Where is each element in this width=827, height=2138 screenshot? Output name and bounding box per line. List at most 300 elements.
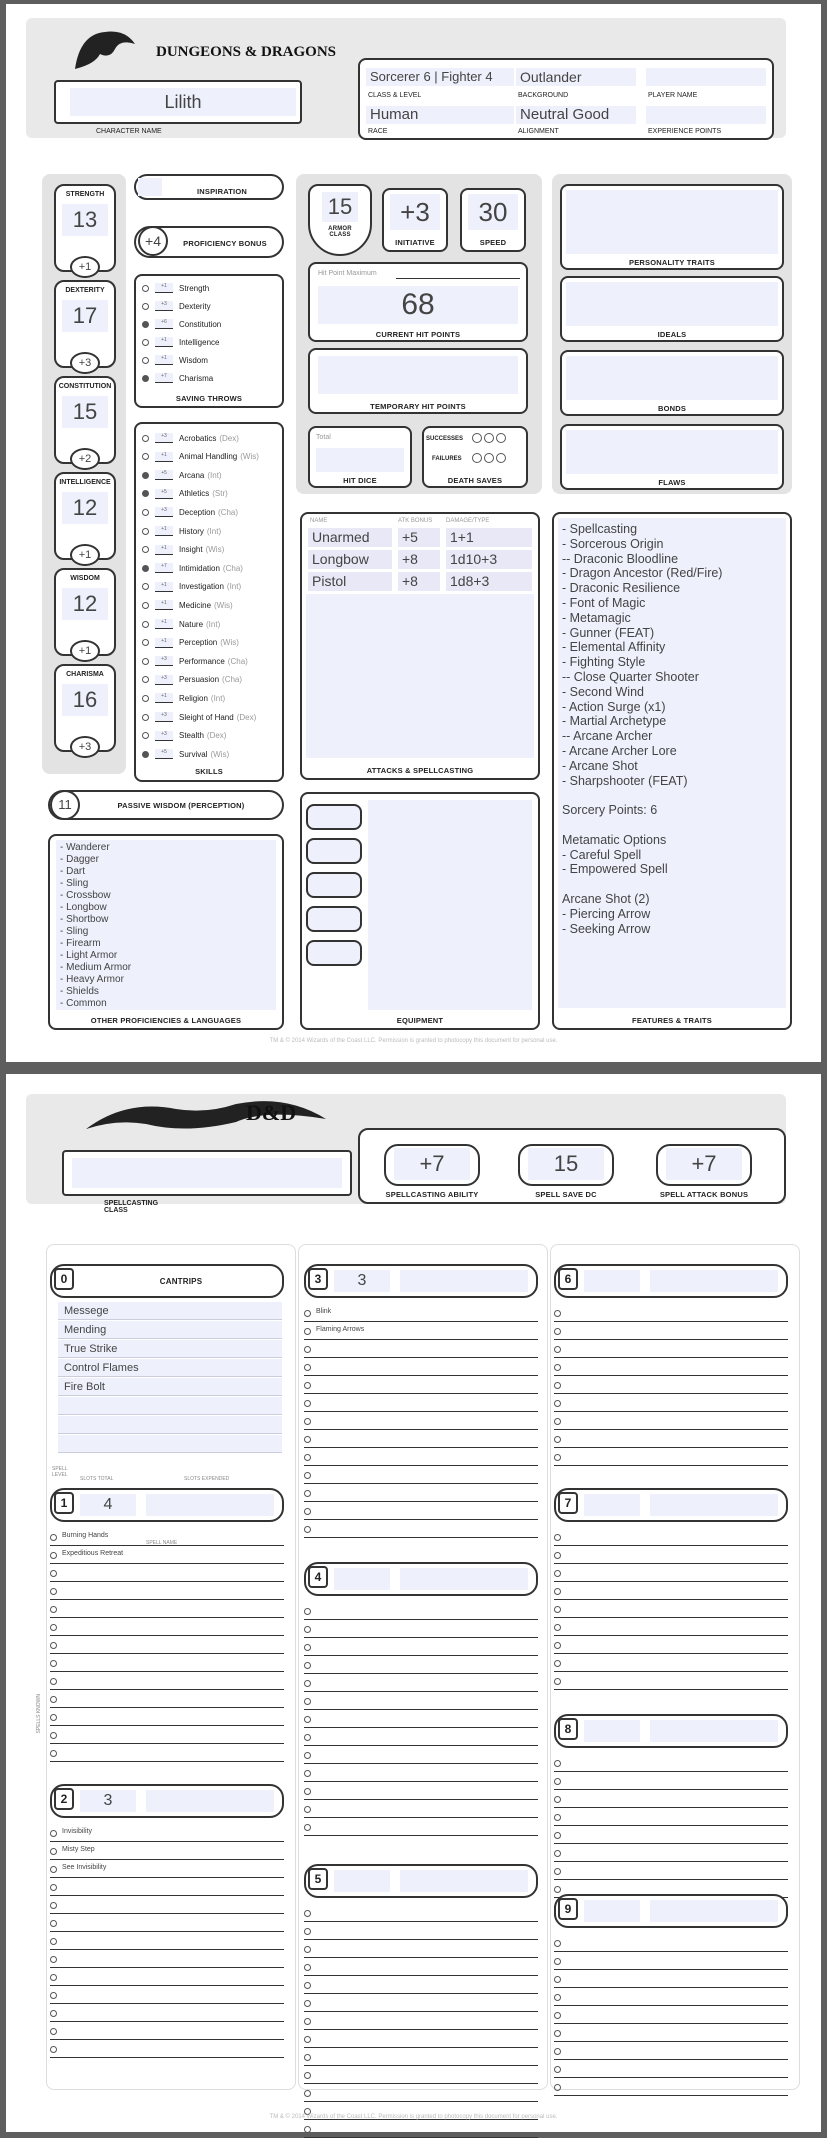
saving-throw-row[interactable] bbox=[142, 316, 221, 332]
prepared-checkbox[interactable] bbox=[50, 1588, 57, 1595]
prepared-checkbox[interactable] bbox=[50, 1624, 57, 1631]
skill-row[interactable] bbox=[142, 486, 228, 502]
prepared-checkbox[interactable] bbox=[50, 1992, 57, 1999]
proficiency-dot[interactable] bbox=[142, 453, 149, 460]
prepared-checkbox[interactable] bbox=[304, 2054, 311, 2061]
prepared-checkbox[interactable] bbox=[304, 1982, 311, 1989]
attack-name-field[interactable]: Longbow bbox=[308, 550, 392, 569]
prepared-checkbox[interactable] bbox=[50, 1678, 57, 1685]
saving-throw-bonus[interactable]: +1 bbox=[155, 283, 173, 293]
prepared-checkbox[interactable] bbox=[304, 1454, 311, 1461]
ability-score[interactable]: 17 bbox=[62, 300, 108, 332]
slots-expended-field[interactable] bbox=[650, 1494, 778, 1516]
prepared-checkbox[interactable] bbox=[304, 1436, 311, 1443]
ability-modifier[interactable]: +2 bbox=[70, 448, 100, 470]
saving-throw-row[interactable] bbox=[142, 334, 219, 350]
skill-row[interactable] bbox=[142, 746, 229, 762]
prepared-checkbox[interactable] bbox=[554, 1606, 561, 1613]
prepared-checkbox[interactable] bbox=[304, 1964, 311, 1971]
proficiency-dot[interactable] bbox=[142, 639, 149, 646]
spell-line[interactable] bbox=[304, 1620, 538, 1638]
spell-line[interactable] bbox=[554, 2078, 788, 2096]
prepared-checkbox[interactable] bbox=[554, 1796, 561, 1803]
attack-damage-field[interactable]: 1+1 bbox=[446, 528, 532, 547]
spell-line[interactable] bbox=[304, 1394, 538, 1412]
prepared-checkbox[interactable] bbox=[50, 2046, 57, 2053]
coin-field[interactable] bbox=[306, 940, 362, 966]
prepared-checkbox[interactable] bbox=[50, 1830, 57, 1837]
skill-row[interactable] bbox=[142, 504, 238, 520]
prepared-checkbox[interactable] bbox=[304, 1508, 311, 1515]
prepared-checkbox[interactable] bbox=[304, 1418, 311, 1425]
spell-line[interactable] bbox=[304, 1430, 538, 1448]
features-field[interactable] bbox=[558, 518, 786, 1008]
prepared-checkbox[interactable] bbox=[50, 1660, 57, 1667]
initiative-value[interactable]: +3 bbox=[390, 194, 440, 230]
spell-attack-value[interactable]: +7 bbox=[666, 1148, 742, 1180]
ability-score[interactable]: 15 bbox=[62, 396, 108, 428]
prepared-checkbox[interactable] bbox=[304, 1806, 311, 1813]
attack-bonus-field[interactable]: +8 bbox=[398, 572, 440, 591]
spell-line[interactable] bbox=[50, 1654, 284, 1672]
spell-line[interactable] bbox=[50, 1932, 284, 1950]
skill-bonus[interactable]: +1 bbox=[155, 619, 173, 629]
spell-line[interactable] bbox=[304, 1448, 538, 1466]
prepared-checkbox[interactable] bbox=[554, 1958, 561, 1965]
spell-line[interactable] bbox=[554, 2060, 788, 2078]
spell-line[interactable] bbox=[554, 1322, 788, 1340]
cantrip-item[interactable]: Fire Bolt bbox=[58, 1378, 282, 1396]
prepared-checkbox[interactable] bbox=[304, 1490, 311, 1497]
spell-line[interactable] bbox=[554, 1754, 788, 1772]
attack-name-field[interactable]: Unarmed bbox=[308, 528, 392, 547]
spell-line[interactable] bbox=[50, 1986, 284, 2004]
ability-modifier[interactable]: +1 bbox=[70, 640, 100, 662]
spell-line[interactable] bbox=[304, 1764, 538, 1782]
skill-row[interactable] bbox=[142, 709, 256, 725]
proficiency-dot[interactable] bbox=[142, 751, 149, 758]
proficiency-dot[interactable] bbox=[142, 509, 149, 516]
spell-line[interactable] bbox=[554, 1528, 788, 1546]
spell-line[interactable] bbox=[50, 1950, 284, 1968]
proficiency-dot[interactable] bbox=[142, 676, 149, 683]
prepared-checkbox[interactable] bbox=[304, 1328, 311, 1335]
spell-line[interactable] bbox=[50, 1528, 284, 1546]
prepared-checkbox[interactable] bbox=[554, 1310, 561, 1317]
skill-bonus[interactable]: +3 bbox=[155, 433, 173, 443]
cantrip-empty[interactable] bbox=[58, 1435, 282, 1453]
spell-line[interactable] bbox=[304, 1674, 538, 1692]
ideals-field[interactable] bbox=[566, 282, 778, 326]
saving-throw-row[interactable] bbox=[142, 298, 211, 314]
skill-row[interactable] bbox=[142, 542, 224, 558]
spell-line[interactable] bbox=[554, 1808, 788, 1826]
spell-ability-value[interactable]: +7 bbox=[394, 1148, 470, 1180]
spell-line[interactable] bbox=[554, 1618, 788, 1636]
skill-row[interactable] bbox=[142, 597, 233, 613]
prepared-checkbox[interactable] bbox=[304, 1662, 311, 1669]
inspiration-field[interactable] bbox=[138, 178, 162, 196]
slots-expended-field[interactable] bbox=[400, 1270, 528, 1292]
temp-hp-field[interactable] bbox=[318, 356, 518, 394]
prepared-checkbox[interactable] bbox=[304, 1698, 311, 1705]
spell-line[interactable] bbox=[304, 2066, 538, 2084]
spell-line[interactable] bbox=[554, 1772, 788, 1790]
spell-line[interactable] bbox=[50, 1546, 284, 1564]
prepared-checkbox[interactable] bbox=[554, 1534, 561, 1541]
class-level-field[interactable]: Sorcerer 6 | Fighter 4 bbox=[366, 68, 514, 86]
spell-line[interactable] bbox=[554, 2024, 788, 2042]
prepared-checkbox[interactable] bbox=[304, 1644, 311, 1651]
spell-line[interactable] bbox=[554, 1564, 788, 1582]
skill-bonus[interactable]: +1 bbox=[155, 582, 173, 592]
spell-class-field[interactable] bbox=[72, 1158, 342, 1188]
prepared-checkbox[interactable] bbox=[554, 1660, 561, 1667]
skill-row[interactable] bbox=[142, 523, 221, 539]
skill-bonus[interactable]: +1 bbox=[155, 526, 173, 536]
spell-line[interactable] bbox=[304, 2120, 538, 2138]
spell-line[interactable] bbox=[304, 1692, 538, 1710]
prepared-checkbox[interactable] bbox=[554, 1976, 561, 1983]
spell-line[interactable] bbox=[554, 1790, 788, 1808]
spell-line[interactable] bbox=[304, 1466, 538, 1484]
spell-line[interactable] bbox=[554, 1672, 788, 1690]
spell-line[interactable] bbox=[304, 1746, 538, 1764]
spell-line[interactable] bbox=[50, 1672, 284, 1690]
skill-bonus[interactable]: +1 bbox=[155, 600, 173, 610]
skill-bonus[interactable]: +3 bbox=[155, 675, 173, 685]
spell-line[interactable] bbox=[304, 1994, 538, 2012]
prepared-checkbox[interactable] bbox=[304, 1716, 311, 1723]
spell-line[interactable] bbox=[554, 1340, 788, 1358]
proficiency-value[interactable]: +4 bbox=[138, 226, 168, 256]
prepared-checkbox[interactable] bbox=[50, 1920, 57, 1927]
prepared-checkbox[interactable] bbox=[304, 1788, 311, 1795]
spell-line[interactable] bbox=[304, 1412, 538, 1430]
prepared-checkbox[interactable] bbox=[304, 2072, 311, 2079]
attack-damage-field[interactable]: 1d10+3 bbox=[446, 550, 532, 569]
ability-score[interactable]: 12 bbox=[62, 588, 108, 620]
slots-expended-field[interactable] bbox=[650, 1270, 778, 1292]
spell-line[interactable] bbox=[304, 1602, 538, 1620]
prepared-checkbox[interactable] bbox=[554, 1778, 561, 1785]
passive-wisdom-value[interactable]: 11 bbox=[50, 790, 80, 820]
ability-modifier[interactable]: +1 bbox=[70, 544, 100, 566]
proficiency-dot[interactable] bbox=[142, 695, 149, 702]
slots-expended-field[interactable] bbox=[650, 1900, 778, 1922]
skill-bonus[interactable]: +1 bbox=[155, 638, 173, 648]
saving-throw-bonus[interactable]: +7 bbox=[155, 373, 173, 383]
skill-row[interactable] bbox=[142, 672, 242, 688]
spell-line[interactable] bbox=[50, 2040, 284, 2058]
spell-line[interactable] bbox=[554, 1952, 788, 1970]
spell-line[interactable] bbox=[304, 1818, 538, 1836]
proficiency-dot[interactable] bbox=[142, 303, 149, 310]
ability-modifier[interactable]: +3 bbox=[70, 352, 100, 374]
speed-value[interactable]: 30 bbox=[468, 194, 518, 230]
spell-line[interactable] bbox=[50, 1914, 284, 1932]
spell-line[interactable] bbox=[304, 1484, 538, 1502]
attack-bonus-field[interactable]: +8 bbox=[398, 550, 440, 569]
hp-max-field[interactable] bbox=[396, 278, 520, 279]
spell-line[interactable] bbox=[304, 1958, 538, 1976]
spell-line[interactable] bbox=[304, 1656, 538, 1674]
prepared-checkbox[interactable] bbox=[50, 1902, 57, 1909]
coin-field[interactable] bbox=[306, 838, 362, 864]
coin-field[interactable] bbox=[306, 906, 362, 932]
skill-bonus[interactable]: +5 bbox=[155, 489, 173, 499]
prepared-checkbox[interactable] bbox=[554, 1418, 561, 1425]
prepared-checkbox[interactable] bbox=[554, 1588, 561, 1595]
spell-line[interactable] bbox=[304, 2084, 538, 2102]
current-hp-value[interactable]: 68 bbox=[318, 286, 518, 324]
spell-line[interactable] bbox=[50, 1636, 284, 1654]
cantrip-item[interactable]: Control Flames bbox=[58, 1359, 282, 1377]
prepared-checkbox[interactable] bbox=[554, 1570, 561, 1577]
prepared-checkbox[interactable] bbox=[304, 1310, 311, 1317]
prepared-checkbox[interactable] bbox=[554, 1832, 561, 1839]
proficiency-dot[interactable] bbox=[142, 546, 149, 553]
prepared-checkbox[interactable] bbox=[304, 2036, 311, 2043]
spell-line[interactable] bbox=[50, 1896, 284, 1914]
prepared-checkbox[interactable] bbox=[304, 1946, 311, 1953]
spell-line[interactable] bbox=[554, 1394, 788, 1412]
ability-score[interactable]: 12 bbox=[62, 492, 108, 524]
spell-line[interactable] bbox=[304, 1340, 538, 1358]
prepared-checkbox[interactable] bbox=[304, 1752, 311, 1759]
spell-line[interactable] bbox=[554, 1448, 788, 1466]
spell-line[interactable] bbox=[50, 1968, 284, 1986]
spell-line[interactable] bbox=[50, 1708, 284, 1726]
slots-total-field[interactable] bbox=[334, 1870, 390, 1892]
cantrips-list[interactable] bbox=[58, 1302, 282, 1454]
slots-expended-field[interactable] bbox=[650, 1720, 778, 1742]
prepared-checkbox[interactable] bbox=[50, 1552, 57, 1559]
prepared-checkbox[interactable] bbox=[304, 1608, 311, 1615]
prepared-checkbox[interactable] bbox=[50, 1956, 57, 1963]
cantrip-item[interactable]: Messege bbox=[58, 1302, 282, 1320]
attack-name-field[interactable]: Pistol bbox=[308, 572, 392, 591]
cantrip-empty[interactable] bbox=[58, 1416, 282, 1434]
prepared-checkbox[interactable] bbox=[304, 1910, 311, 1917]
spell-line[interactable] bbox=[304, 1940, 538, 1958]
attack-bonus-field[interactable]: +5 bbox=[398, 528, 440, 547]
prepared-checkbox[interactable] bbox=[304, 2018, 311, 2025]
prepared-checkbox[interactable] bbox=[50, 1848, 57, 1855]
slots-total-field[interactable] bbox=[584, 1270, 640, 1292]
spell-line[interactable] bbox=[554, 1582, 788, 1600]
prepared-checkbox[interactable] bbox=[304, 1382, 311, 1389]
character-name-field[interactable]: Lilith bbox=[70, 88, 296, 116]
armor-class-value[interactable]: 15 bbox=[322, 192, 358, 222]
spell-line[interactable] bbox=[554, 1376, 788, 1394]
saving-throw-row[interactable] bbox=[142, 370, 213, 386]
saving-throw-bonus[interactable]: +1 bbox=[155, 355, 173, 365]
spell-line[interactable] bbox=[304, 1710, 538, 1728]
prepared-checkbox[interactable] bbox=[554, 1868, 561, 1875]
slots-total-field[interactable]: 3 bbox=[334, 1270, 390, 1292]
spell-line[interactable] bbox=[50, 1842, 284, 1860]
spell-line[interactable] bbox=[304, 1800, 538, 1818]
proficiency-dot[interactable] bbox=[142, 490, 149, 497]
proficiency-dot[interactable] bbox=[142, 658, 149, 665]
spell-line[interactable] bbox=[50, 1878, 284, 1896]
skill-bonus[interactable]: +7 bbox=[155, 563, 173, 573]
spell-line[interactable] bbox=[304, 1904, 538, 1922]
prepared-checkbox[interactable] bbox=[50, 1938, 57, 1945]
spell-line[interactable] bbox=[554, 1600, 788, 1618]
skill-row[interactable] bbox=[142, 616, 220, 632]
skill-row[interactable] bbox=[142, 449, 259, 465]
spell-line[interactable] bbox=[304, 2012, 538, 2030]
saving-throw-row[interactable] bbox=[142, 352, 208, 368]
proficiency-dot[interactable] bbox=[142, 565, 149, 572]
spell-line[interactable] bbox=[304, 1922, 538, 1940]
ability-modifier[interactable]: +3 bbox=[70, 736, 100, 758]
xp-field[interactable] bbox=[646, 106, 766, 124]
prepared-checkbox[interactable] bbox=[50, 1696, 57, 1703]
saving-throw-bonus[interactable]: +6 bbox=[155, 319, 173, 329]
spell-line[interactable] bbox=[304, 1322, 538, 1340]
hit-dice-field[interactable] bbox=[316, 448, 404, 472]
spell-line[interactable] bbox=[554, 1546, 788, 1564]
prepared-checkbox[interactable] bbox=[554, 1364, 561, 1371]
spell-line[interactable] bbox=[304, 2030, 538, 2048]
spell-line[interactable] bbox=[50, 1824, 284, 1842]
skill-bonus[interactable]: +1 bbox=[155, 693, 173, 703]
prepared-checkbox[interactable] bbox=[304, 1346, 311, 1353]
background-field[interactable]: Outlander bbox=[516, 68, 636, 86]
proficiency-dot[interactable] bbox=[142, 528, 149, 535]
prepared-checkbox[interactable] bbox=[304, 1770, 311, 1777]
spell-line[interactable] bbox=[50, 2004, 284, 2022]
prepared-checkbox[interactable] bbox=[304, 1824, 311, 1831]
spell-line[interactable] bbox=[50, 1564, 284, 1582]
attacks-notes-field[interactable] bbox=[306, 594, 534, 758]
spell-line[interactable] bbox=[50, 1600, 284, 1618]
prepared-checkbox[interactable] bbox=[50, 1642, 57, 1649]
saving-throw-bonus[interactable]: +1 bbox=[155, 337, 173, 347]
spell-line[interactable] bbox=[554, 2006, 788, 2024]
skill-bonus[interactable]: +1 bbox=[155, 545, 173, 555]
skill-bonus[interactable]: +5 bbox=[155, 470, 173, 480]
spell-line[interactable] bbox=[554, 1430, 788, 1448]
spell-line[interactable] bbox=[304, 1358, 538, 1376]
slots-expended-field[interactable] bbox=[146, 1494, 274, 1516]
coin-field[interactable] bbox=[306, 804, 362, 830]
proficiency-dot[interactable] bbox=[142, 732, 149, 739]
prepared-checkbox[interactable] bbox=[554, 1850, 561, 1857]
prepared-checkbox[interactable] bbox=[554, 1642, 561, 1649]
personality-field[interactable] bbox=[566, 190, 778, 254]
prepared-checkbox[interactable] bbox=[554, 1346, 561, 1353]
prepared-checkbox[interactable] bbox=[554, 1814, 561, 1821]
slots-expended-field[interactable] bbox=[146, 1790, 274, 1812]
prepared-checkbox[interactable] bbox=[50, 1866, 57, 1873]
prepared-checkbox[interactable] bbox=[304, 1472, 311, 1479]
prepared-checkbox[interactable] bbox=[50, 2028, 57, 2035]
proficiency-dot[interactable] bbox=[142, 621, 149, 628]
spell-line[interactable] bbox=[304, 1376, 538, 1394]
spell-dc-value[interactable]: 15 bbox=[528, 1148, 604, 1180]
spell-line[interactable] bbox=[304, 1502, 538, 1520]
spell-line[interactable] bbox=[304, 1782, 538, 1800]
spell-line[interactable] bbox=[50, 1860, 284, 1878]
attack-damage-field[interactable]: 1d8+3 bbox=[446, 572, 532, 591]
prepared-checkbox[interactable] bbox=[304, 1626, 311, 1633]
slots-total-field[interactable] bbox=[584, 1900, 640, 1922]
prepared-checkbox[interactable] bbox=[554, 1436, 561, 1443]
prepared-checkbox[interactable] bbox=[304, 1364, 311, 1371]
skill-row[interactable] bbox=[142, 690, 225, 706]
prepared-checkbox[interactable] bbox=[304, 2090, 311, 2097]
skill-row[interactable] bbox=[142, 653, 248, 669]
proficiency-dot[interactable] bbox=[142, 375, 149, 382]
prepared-checkbox[interactable] bbox=[554, 1382, 561, 1389]
cantrip-item[interactable]: Mending bbox=[58, 1321, 282, 1339]
cantrip-item[interactable]: True Strike bbox=[58, 1340, 282, 1358]
proficiency-dot[interactable] bbox=[142, 321, 149, 328]
slots-expended-field[interactable] bbox=[400, 1568, 528, 1590]
equipment-field[interactable] bbox=[368, 800, 532, 1010]
skill-row[interactable] bbox=[142, 467, 222, 483]
spell-line[interactable] bbox=[554, 1970, 788, 1988]
spell-line[interactable] bbox=[50, 2022, 284, 2040]
prepared-checkbox[interactable] bbox=[554, 2066, 561, 2073]
prepared-checkbox[interactable] bbox=[50, 2010, 57, 2017]
prepared-checkbox[interactable] bbox=[304, 2126, 311, 2133]
ability-score[interactable]: 16 bbox=[62, 684, 108, 716]
proficiency-dot[interactable] bbox=[142, 435, 149, 442]
slots-total-field[interactable] bbox=[334, 1568, 390, 1590]
slots-total-field[interactable] bbox=[584, 1494, 640, 1516]
prepared-checkbox[interactable] bbox=[50, 1750, 57, 1757]
proficiency-dot[interactable] bbox=[142, 602, 149, 609]
skill-bonus[interactable]: +3 bbox=[155, 731, 173, 741]
spell-line[interactable] bbox=[554, 1636, 788, 1654]
skill-row[interactable] bbox=[142, 430, 239, 446]
prepared-checkbox[interactable] bbox=[50, 1570, 57, 1577]
spell-line[interactable] bbox=[554, 1934, 788, 1952]
spell-line[interactable] bbox=[304, 1638, 538, 1656]
prepared-checkbox[interactable] bbox=[554, 2084, 561, 2091]
prepared-checkbox[interactable] bbox=[554, 1940, 561, 1947]
skill-row[interactable] bbox=[142, 635, 239, 651]
prepared-checkbox[interactable] bbox=[554, 1328, 561, 1335]
skill-bonus[interactable]: +5 bbox=[155, 749, 173, 759]
skill-bonus[interactable]: +3 bbox=[155, 712, 173, 722]
spell-line[interactable] bbox=[554, 1826, 788, 1844]
skill-bonus[interactable]: +3 bbox=[155, 507, 173, 517]
prepared-checkbox[interactable] bbox=[554, 1624, 561, 1631]
prepared-checkbox[interactable] bbox=[304, 1526, 311, 1533]
slots-total-field[interactable] bbox=[584, 1720, 640, 1742]
cantrip-empty[interactable] bbox=[58, 1397, 282, 1415]
ability-modifier[interactable]: +1 bbox=[70, 256, 100, 278]
spell-line[interactable] bbox=[304, 2048, 538, 2066]
proficiency-dot[interactable] bbox=[142, 357, 149, 364]
spell-line[interactable] bbox=[554, 1862, 788, 1880]
saving-throw-row[interactable] bbox=[142, 280, 209, 296]
prepared-checkbox[interactable] bbox=[554, 1886, 561, 1893]
bonds-field[interactable] bbox=[566, 356, 778, 400]
race-field[interactable]: Human bbox=[366, 106, 514, 124]
spell-line[interactable] bbox=[50, 1744, 284, 1762]
slots-total-field[interactable]: 3 bbox=[80, 1790, 136, 1812]
player-name-field[interactable] bbox=[646, 68, 766, 86]
spell-line[interactable] bbox=[304, 1976, 538, 1994]
spell-line[interactable] bbox=[304, 1304, 538, 1322]
